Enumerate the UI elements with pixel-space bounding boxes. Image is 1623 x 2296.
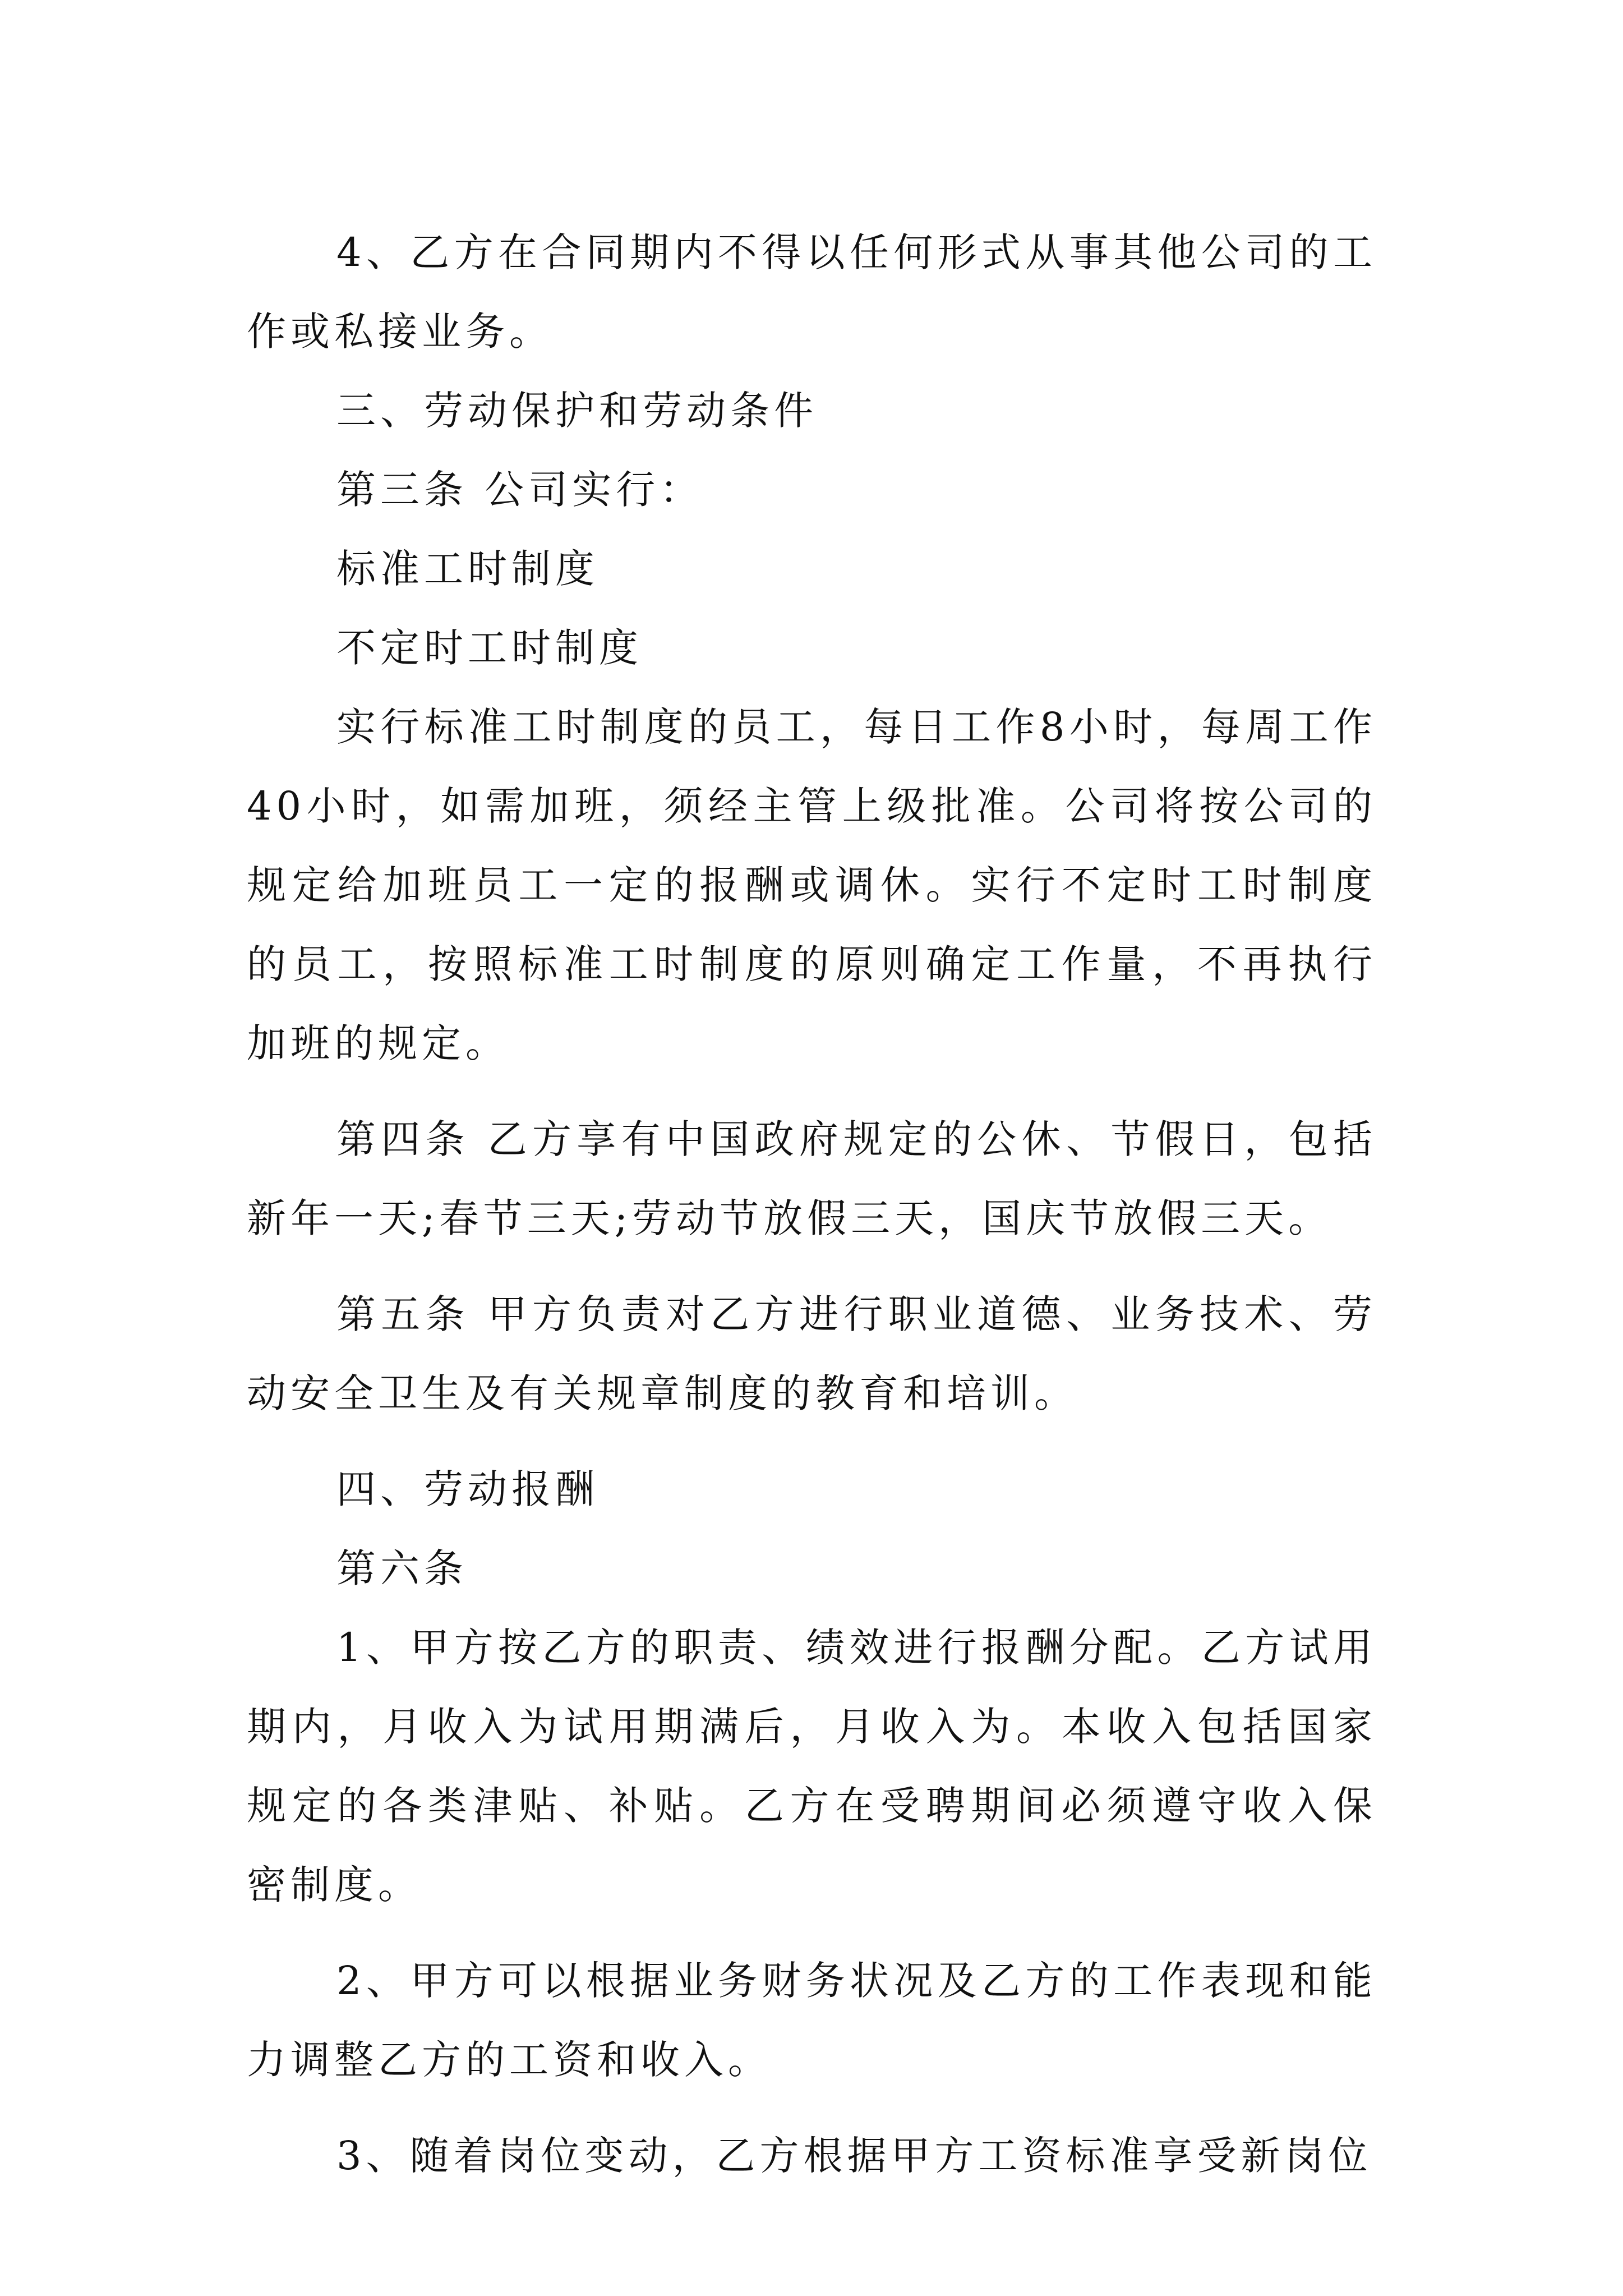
option-flexible-hours: 不定时工时制度 <box>336 625 643 671</box>
article-6-heading: 第六条 <box>336 1545 468 1591</box>
document-body <box>247 213 1377 2196</box>
paragraph-remuneration-3: 3、随着岗位变动，乙方根据甲方工资标准享受新岗位 <box>336 2133 1372 2179</box>
paragraph-remuneration-2: 2、甲方可以根据业务财务状况及乙方的工作表现和能力调整乙方的工资和收入。 <box>247 1958 1377 2083</box>
article-5-training: 第五条 甲方负责对乙方进行职业道德、业务技术、劳动安全卫生及有关规章制度的教育和培训。 <box>247 1291 1377 1416</box>
paragraph-working-hours: 实行标准工时制度的员工，每日工作8小时，每周工作40小时，如需加班，须经主管上级批准。公司将按公司的规定给加班员工一定的报酬或调休。实行不定时工时制度的员工，按照标准工时制度的原则确定工作量，不再执行加班的规定。 <box>247 704 1377 1066</box>
paragraph-remuneration-1: 1、甲方按乙方的职责、绩效进行报酬分配。乙方试用期内，月收入为试用期满后，月收入为。本收入包括国家规定的各类津贴、补贴。乙方在受聘期间必须遵守收入保密制度。 <box>247 1625 1377 1908</box>
section-heading-remuneration: 四、劳动报酬 <box>336 1466 599 1512</box>
article-4-holidays: 第四条 乙方享有中国政府规定的公休、节假日，包括新年一天;春节三天;劳动节放假三天，国庆节放假三天。 <box>247 1116 1377 1241</box>
paragraph-clause-4: 4、乙方在合同期内不得以任何形式从事其他公司的工作或私接业务。 <box>247 229 1377 355</box>
option-standard-hours: 标准工时制度 <box>336 546 599 592</box>
article-3-heading: 第三条 公司实行： <box>336 467 704 513</box>
section-heading-labor-protection: 三、劳动保护和劳动条件 <box>336 388 818 434</box>
